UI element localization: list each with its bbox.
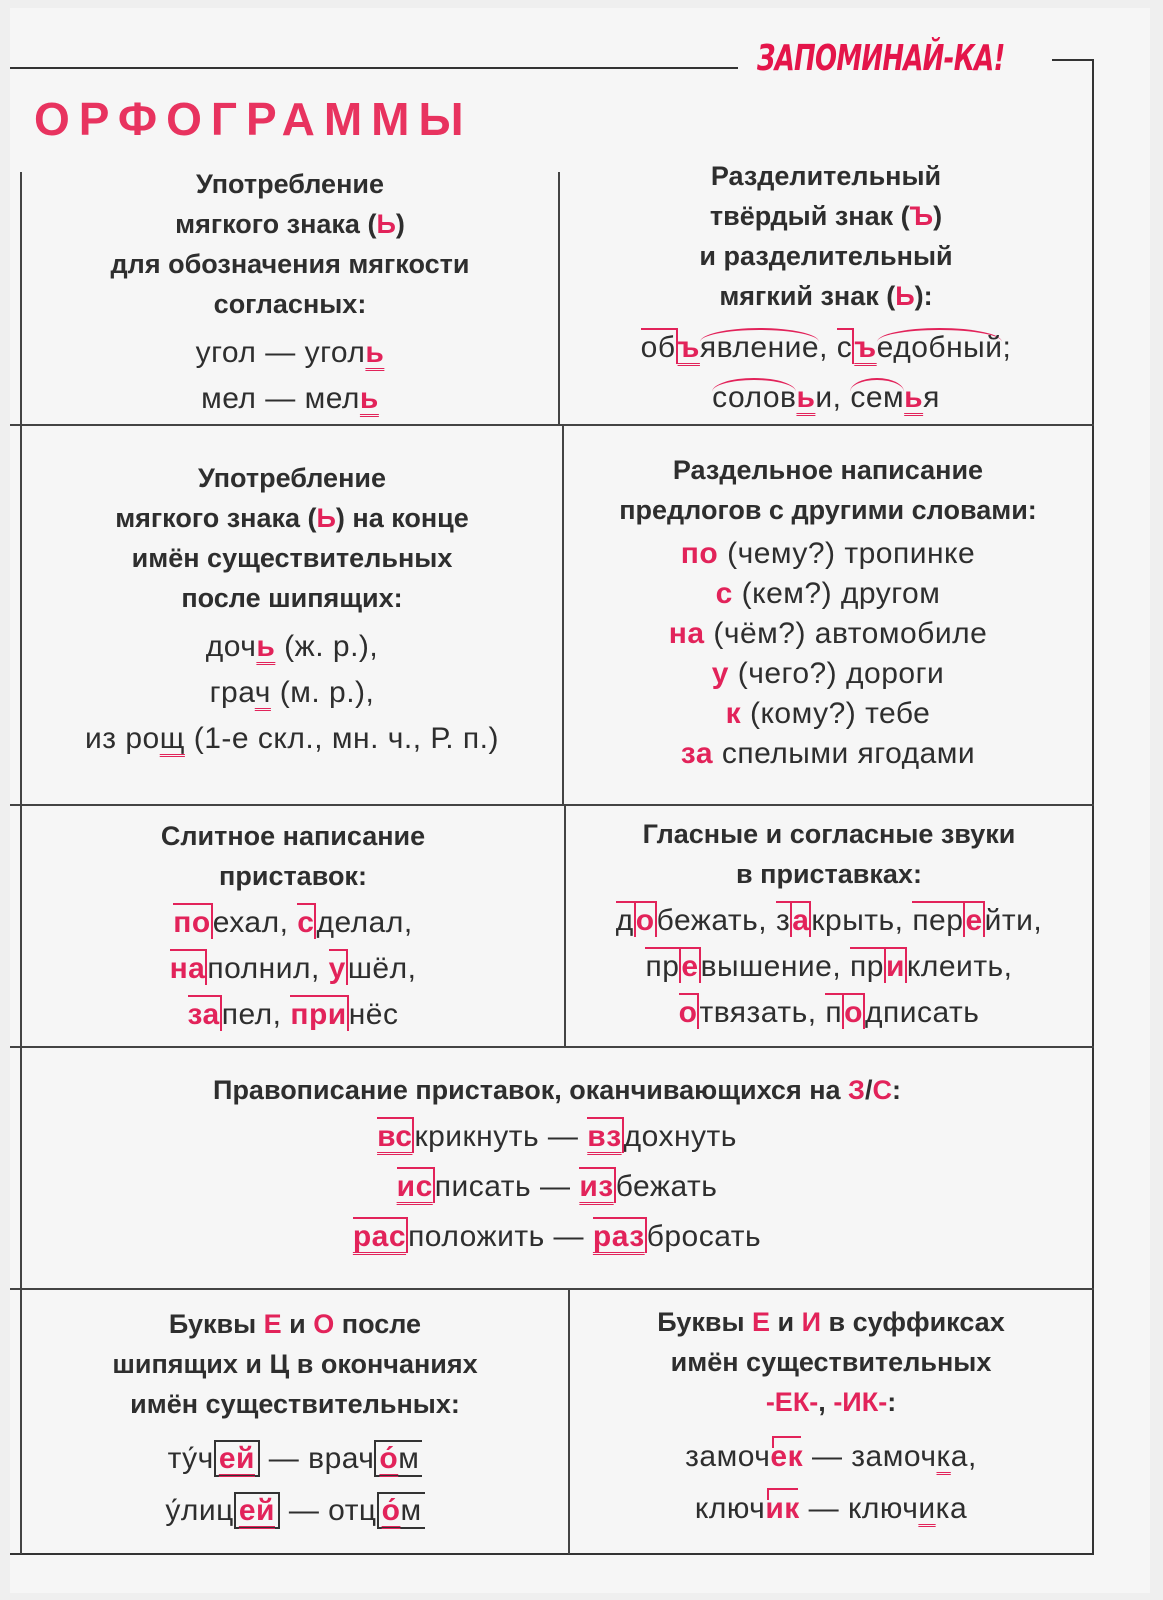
row-divider-2 bbox=[10, 804, 1094, 806]
example-row: ключик — ключика bbox=[694, 1492, 968, 1525]
section-soft-sign-nouns bbox=[22, 458, 562, 762]
right-rule bbox=[1092, 59, 1094, 1554]
section-heading: Раздельное написание предлогов с другими словами: bbox=[619, 455, 1037, 525]
page-title: ОРФОГРАММЫ bbox=[34, 93, 473, 145]
example-row: превышение, приклеить, bbox=[566, 944, 1092, 990]
row-divider-3 bbox=[10, 1046, 1094, 1048]
example-row: поехал, сделал, bbox=[22, 900, 564, 946]
example-row: грач (м. р.), bbox=[209, 676, 375, 709]
row-divider-1 bbox=[10, 424, 1094, 426]
section-heading: Слитное написание приставок: bbox=[160, 821, 426, 891]
section-heading: Правописание приставок, оканчивающихся на З/С: bbox=[213, 1075, 901, 1105]
section-prepositions bbox=[564, 450, 1092, 774]
example-row: у́лиц ей — отц о́м bbox=[22, 1488, 568, 1534]
section-heading: Употребление мягкого знака (Ь) на конце имён существительных после шипящих: bbox=[115, 463, 469, 613]
example-row: объявление, съедобный; bbox=[560, 328, 1092, 368]
example-row: наполнил, ушёл, bbox=[22, 946, 564, 992]
section-heading: Буквы Е и И в суффиксах имён существительных -ЕК-, -ИК-: bbox=[657, 1307, 1005, 1417]
top-rule-right bbox=[1052, 59, 1094, 61]
example-row: у (чего?) дороги bbox=[711, 657, 945, 690]
example-row: исписать — избежать bbox=[22, 1164, 1092, 1210]
example-row: мел — мель bbox=[201, 382, 379, 415]
example-row: к (кому?) тебе bbox=[725, 697, 931, 730]
example-row: расположить — разбросать bbox=[22, 1214, 1092, 1260]
section-heading: Буквы Е и О после шипящих и Ц в окончаниях имён существительных: bbox=[112, 1309, 478, 1419]
example-row: с (кем?) другом bbox=[715, 577, 941, 610]
section-soft-sign-softness bbox=[22, 164, 558, 422]
example-row: запел, принёс bbox=[22, 992, 564, 1038]
example-row: вскрикнуть — вздохнуть bbox=[22, 1114, 1092, 1160]
section-e-o-after-sibilants bbox=[22, 1304, 568, 1534]
section-heading: Гласные и согласные звуки в приставках: bbox=[642, 819, 1016, 889]
section-z-s-prefixes bbox=[22, 1070, 1092, 1260]
example-row: ту́ч ей — врач о́м bbox=[22, 1436, 568, 1482]
section-heading: Употребление мягкого знака (Ь) для обозначения мягкости согласных: bbox=[110, 169, 470, 319]
example-row: замочек — замочка, bbox=[685, 1440, 977, 1473]
example-row: за спелыми ягодами bbox=[680, 737, 976, 770]
section-prefix-sounds bbox=[566, 814, 1092, 1036]
section-separating-signs bbox=[560, 156, 1092, 418]
example-row: по (чему?) тропинке bbox=[680, 537, 976, 570]
row-divider-4 bbox=[10, 1288, 1094, 1290]
section-ek-ik-suffixes bbox=[570, 1302, 1092, 1532]
example-row: угол — уголь bbox=[195, 336, 385, 369]
example-row: из рощ (1-е скл., мн. ч., Р. п.) bbox=[85, 722, 499, 755]
top-rule bbox=[10, 67, 738, 69]
example-row: дочь (ж. р.), bbox=[205, 630, 379, 663]
example-row: отвязать, подписать bbox=[566, 990, 1092, 1036]
example-row: на (чём?) автомобиле bbox=[668, 617, 988, 650]
badge-remember: ЗАПОМИНАЙ-КА! bbox=[757, 38, 1005, 79]
section-prefix-joined bbox=[22, 816, 564, 1038]
section-heading: Разделительный твёрдый знак (Ъ) и разделительный мягкий знак (Ь): bbox=[699, 161, 953, 311]
example-row: соловьи, семья bbox=[560, 378, 1092, 418]
bottom-rule bbox=[10, 1553, 1094, 1555]
example-row: добежать, закрыть, перейти, bbox=[566, 898, 1092, 944]
